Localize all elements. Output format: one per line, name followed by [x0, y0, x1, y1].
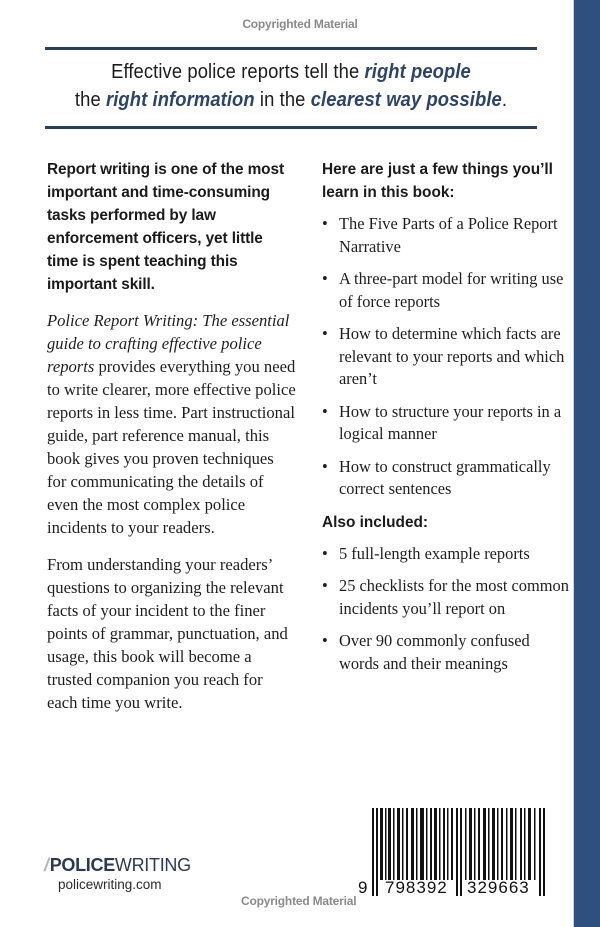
book-title-italic: Police Report Writing: The essential guide to crafting effective police reports	[47, 311, 290, 376]
lead-paragraph: Report writing is one of the most important and time-consuming tasks performed by law enforcement officers, yet little time is spent teaching this important skill.	[47, 161, 284, 293]
included-list	[322, 543, 572, 676]
bullet-icon: •	[322, 401, 328, 421]
list-item: • Over 90 commonly confused words and their meanings	[322, 631, 530, 673]
tagline-emphasis: right people	[364, 61, 471, 83]
tagline	[60, 58, 522, 114]
bullet-icon: •	[322, 576, 328, 595]
right-column	[322, 158, 572, 685]
tagline-text: .	[501, 89, 508, 111]
bullet-icon: •	[322, 456, 328, 476]
list-item: • A three-part model for writing use of force reports	[322, 269, 564, 311]
list-item: • 5 full-length example reports	[322, 543, 572, 566]
closing-paragraph: From understanding your readers’ questions to organizing the relevant facts of your incident to the finer points of grammar, punctuation, and usage, this book will become a trusted companion you reach for each time you write.	[47, 555, 288, 712]
copyright-notice-bottom: Copyrighted Material	[241, 894, 357, 908]
list-item: • 25 checklists for the most common incidents you’ll report on	[322, 576, 569, 618]
copyright-notice-top: Copyrighted Material	[242, 17, 358, 31]
description-text: provides everything you need to write clearer, more effective police reports in less time. Part instructional guide, part reference manual, this book gives you proven techniques for communicating the details of even the most complex police incidents to your readers.	[47, 357, 296, 537]
included-heading: Also included:	[322, 513, 429, 531]
list-item: • How to construct grammatically correct sentences	[322, 456, 551, 498]
learn-list	[322, 213, 572, 501]
barcode-group-1: 798392	[385, 878, 448, 897]
bullet-icon: •	[322, 543, 328, 563]
bottom-rule	[45, 126, 537, 129]
description-paragraph	[47, 309, 297, 539]
tagline-text: in the	[254, 89, 311, 111]
list-item: • How to structure your reports in a logical manner	[322, 401, 562, 443]
publisher-url: policewriting.com	[58, 877, 162, 892]
top-rule	[45, 47, 537, 50]
spine-color-band	[573, 0, 600, 927]
bullet-icon: •	[322, 214, 328, 233]
bullet-icon: •	[322, 269, 328, 288]
learn-heading: Here are just a few things you’ll learn in this book:	[322, 161, 553, 201]
publisher-logo	[44, 855, 191, 875]
logo-light-text: WRITING	[114, 855, 191, 875]
tagline-emphasis: clearest way possible	[310, 89, 502, 111]
bullet-icon: •	[322, 631, 328, 650]
barcode-lead-digit: 9	[358, 878, 368, 897]
logo-bold-text: POLICE	[49, 855, 115, 875]
tagline-emphasis: right information	[105, 89, 255, 111]
left-column	[47, 158, 297, 728]
list-item: • The Five Parts of a Police Report Narrative	[322, 214, 558, 256]
bullet-icon: •	[322, 324, 328, 343]
tagline-text: Effective police reports tell the	[111, 61, 365, 83]
tagline-text: the	[74, 89, 106, 111]
logo-slash-icon: /	[44, 855, 49, 875]
barcode-group-2: 329663	[467, 878, 530, 897]
list-item: • How to determine which facts are relevant to your reports and which aren’t	[322, 324, 565, 388]
